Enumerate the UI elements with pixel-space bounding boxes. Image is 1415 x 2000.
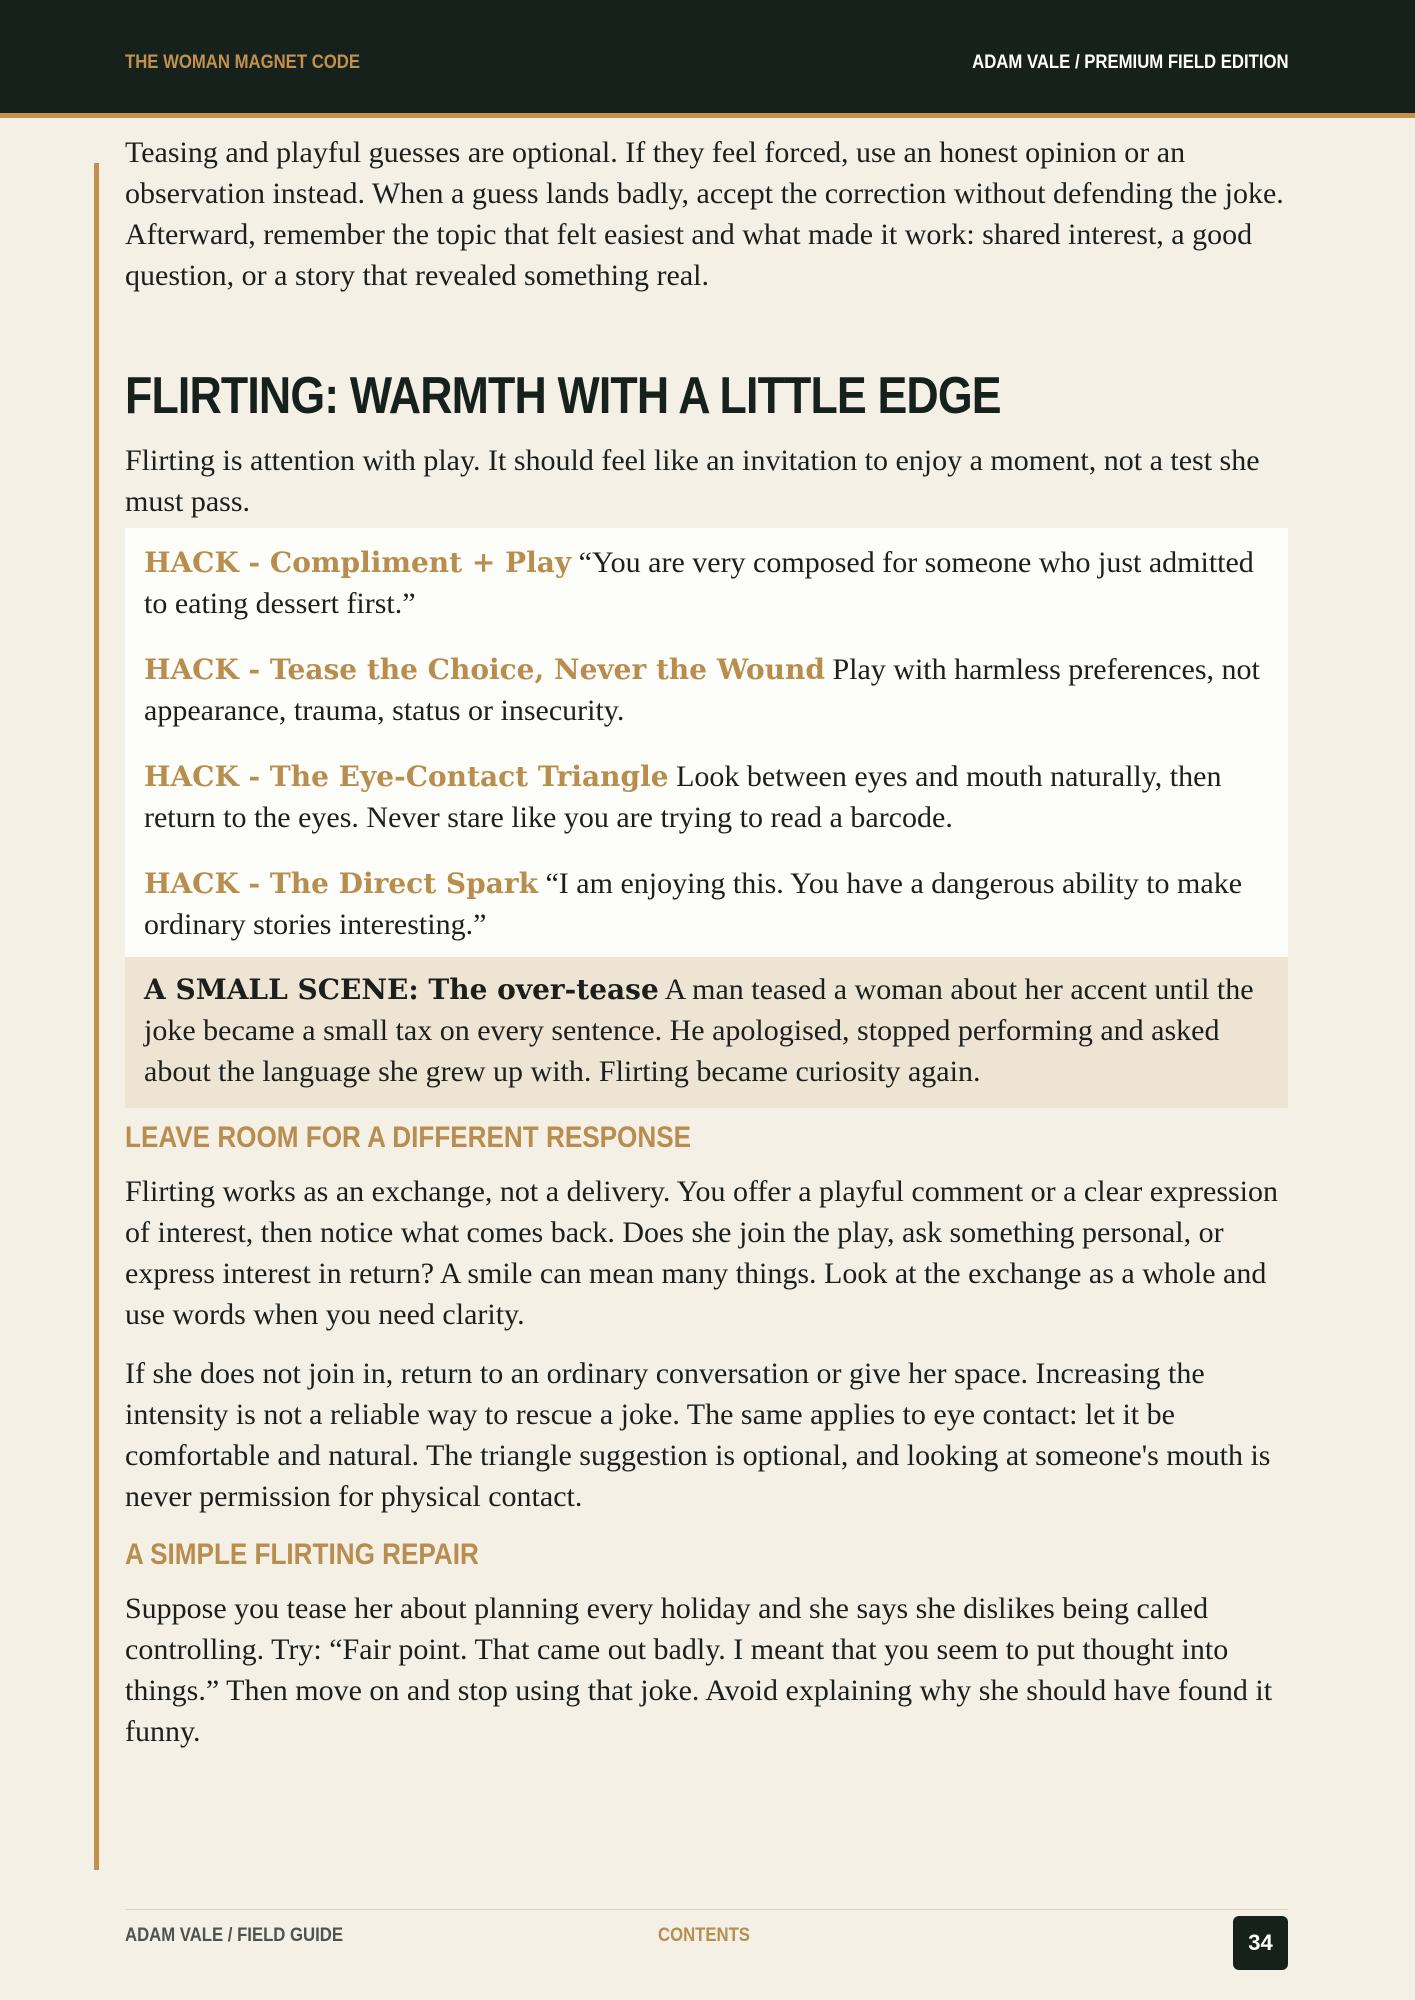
section-lead: Flirting is attention with play. It should feel like an invitation to enjoy a moment, not a test she must pass. (125, 444, 1260, 518)
hack-item (144, 542, 1270, 624)
hack-item (144, 863, 1270, 945)
footer-divider (125, 1909, 1288, 1910)
edition-label: ADAM VALE / PREMIUM FIELD EDITION (972, 52, 1289, 73)
book-title: THE WOMAN MAGNET CODE (125, 52, 361, 73)
hack-text: Play with harmless preferences, not appearance, trauma, status or insecurity. (144, 653, 1260, 727)
footer-author: ADAM VALE / FIELD GUIDE (125, 1925, 343, 1946)
side-accent-rule (94, 163, 99, 1870)
scene-paragraph (144, 969, 1270, 1092)
repair-paragraph: Suppose you tease her about planning every holiday and she says she dislikes being called controlling. Try: “Fair point. That came out badly. I meant that you seem to put thought into things.” Then move on and stop using that joke. Avoid explaining why she should have found it funny. (125, 1592, 1273, 1748)
scene-text: A man teased a woman about her accent until the joke became a small tax on every sentence. He apologised, stopped performing and asked about the language she grew up with. Flirting became curiosity again. (144, 973, 1254, 1088)
scene-title: A SMALL SCENE: The over-tease (144, 973, 659, 1006)
response-paragraph-2: If she does not join in, return to an ordinary conversation or give her space. Increasing the intensity is not a reliable way to rescue a joke. The same applies to eye contact: let it be comfortable and natural. The triangle suggestion is optional, and looking at someone's mouth is never permission for physical contact. (125, 1357, 1271, 1513)
intro-paragraph: Teasing and playful guesses are optional. If they feel forced, use an honest opinion or an observation instead. When a guess lands badly, accept the correction without defending the joke. Afterward, remember the topic that felt easiest and what made it work: shared interest, a good question, or a story that revealed something real. (125, 136, 1284, 292)
page-content (125, 132, 1288, 1770)
hack-title: HACK - Compliment + Play (144, 546, 572, 579)
page-number-badge: 34 (1233, 1916, 1288, 1970)
response-paragraph-1: Flirting works as an exchange, not a delivery. You offer a playful comment or a clear expression of interest, then notice what comes back. Does she join the play, ask something personal, or express interest in return? A smile can mean many things. Look at the exchange as a whole and use words when you need clarity. (125, 1175, 1279, 1331)
hacks-box (125, 528, 1288, 957)
hack-item (144, 649, 1270, 731)
hack-text: “I am enjoying this. You have a dangerous ability to make ordinary stories interesting.” (144, 867, 1243, 941)
subheading-repair: A SIMPLE FLIRTING REPAIR (125, 1538, 479, 1571)
page-header (0, 0, 1415, 118)
hack-title: HACK - Tease the Choice, Never the Wound (144, 653, 825, 686)
hack-title: HACK - The Direct Spark (144, 867, 538, 900)
scene-box (125, 957, 1288, 1108)
section-title: FLIRTING: WARMTH WITH A LITTLE EDGE (125, 367, 1001, 425)
subheading-response: LEAVE ROOM FOR A DIFFERENT RESPONSE (125, 1121, 692, 1154)
hack-item (144, 756, 1270, 838)
hack-title: HACK - The Eye-Contact Triangle (144, 760, 669, 793)
hack-text: Look between eyes and mouth naturally, then return to the eyes. Never stare like you are trying to read a barcode. (144, 760, 1222, 834)
hack-text: “You are very composed for someone who just admitted to eating dessert first.” (144, 546, 1254, 620)
contents-link[interactable]: CONTENTS (658, 1925, 750, 1946)
